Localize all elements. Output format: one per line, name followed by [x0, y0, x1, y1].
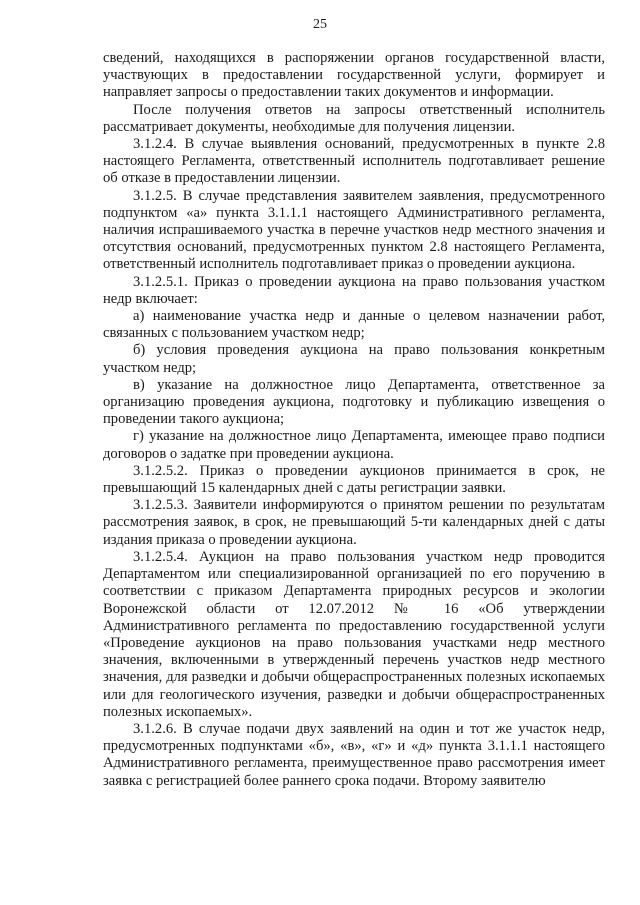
paragraph-3-1-2-5-2: 3.1.2.5.2. Приказ о проведении аукционов принимается в срок, не превышающий 15 календарных дней с даты регистрации заявки.: [103, 462, 605, 497]
paragraph-3-1-2-4: 3.1.2.4. В случае выявления оснований, предусмотренных в пункте 2.8 настоящего Регламента, ответственный исполнитель подготавливает решение об отказе в предоставлении лицензии.: [103, 136, 605, 187]
paragraph-review-documents: После получения ответов на запросы ответственный исполнитель рассматривает документы, необходимые для получения лицензии.: [103, 101, 605, 135]
list-item-b: б) условия проведения аукциона на право пользования конкретным участком недр;: [103, 342, 605, 376]
page-number: 25: [313, 17, 327, 32]
list-item-g: г) указание на должностное лицо Департамента, имеющее право подписи договоров о задатке при проведении аукциона.: [103, 428, 605, 462]
document-body: [103, 50, 605, 790]
list-item-v: в) указание на должностное лицо Департамента, ответственное за организацию проведения аукциона, подготовку и публикацию извещения о проведении такого аукциона;: [103, 376, 605, 428]
list-item-a: а) наименование участка недр и данные о целевом назначении работ, связанных с пользованием участком недр;: [103, 308, 605, 342]
paragraph-3-1-2-5-3: 3.1.2.5.3. Заявители информируются о принятом решении по результатам рассмотрения заявок, в срок, не превышающий 5-ти календарных дней с даты издания приказа о проведении аукциона.: [103, 497, 605, 548]
paragraph-continuation: сведений, находящихся в распоряжении органов государственной власти, участвующих в предоставлении государственной услуги, формирует и направляет запросы о предоставлении таких документов и информации.: [103, 50, 605, 101]
paragraph-3-1-2-5-1: 3.1.2.5.1. Приказ о проведении аукциона на право пользования участком недр включает:: [103, 273, 605, 307]
paragraph-3-1-2-5-4: 3.1.2.5.4. Аукцион на право пользования участком недр проводится Департаментом или специализированной организацией по его поручению в соответствии с приказом Департамента природных ресурсов и экологии Воронежской области от 12.07.2012 № 16 «Об утверждении Административного регламента по предоставлению государственной услуги «Проведение аукционов на право пользования участками недр местного значения, включенными в утвержденный перечень участков недр местного значения, для разведки и добычи общераспространенных полезных ископаемых или для геологического изучения, разведки и добычи общераспространенных полезных ископаемых».: [103, 548, 605, 720]
paragraph-3-1-2-6: 3.1.2.6. В случае подачи двух заявлений на один и тот же участок недр, предусмотренных подпунктами «б», «в», «г» и «д» пункта 3.1.1.1 настоящего Административного регламента, преимущественное право рассмотрения имеет заявка с регистрацией более раннего срока подачи. Второму заявителю: [103, 720, 605, 789]
paragraph-3-1-2-5: 3.1.2.5. В случае представления заявителем заявления, предусмотренного подпунктом «а» пункта 3.1.1.1 настоящего Административного регламента, наличия испрашиваемого участка в перечне участков недр местного значения и отсутствия оснований, предусмотренных пунктом 2.8 настоящего Регламента, ответственный исполнитель подготавливает приказ о проведении аукциона.: [103, 187, 605, 273]
